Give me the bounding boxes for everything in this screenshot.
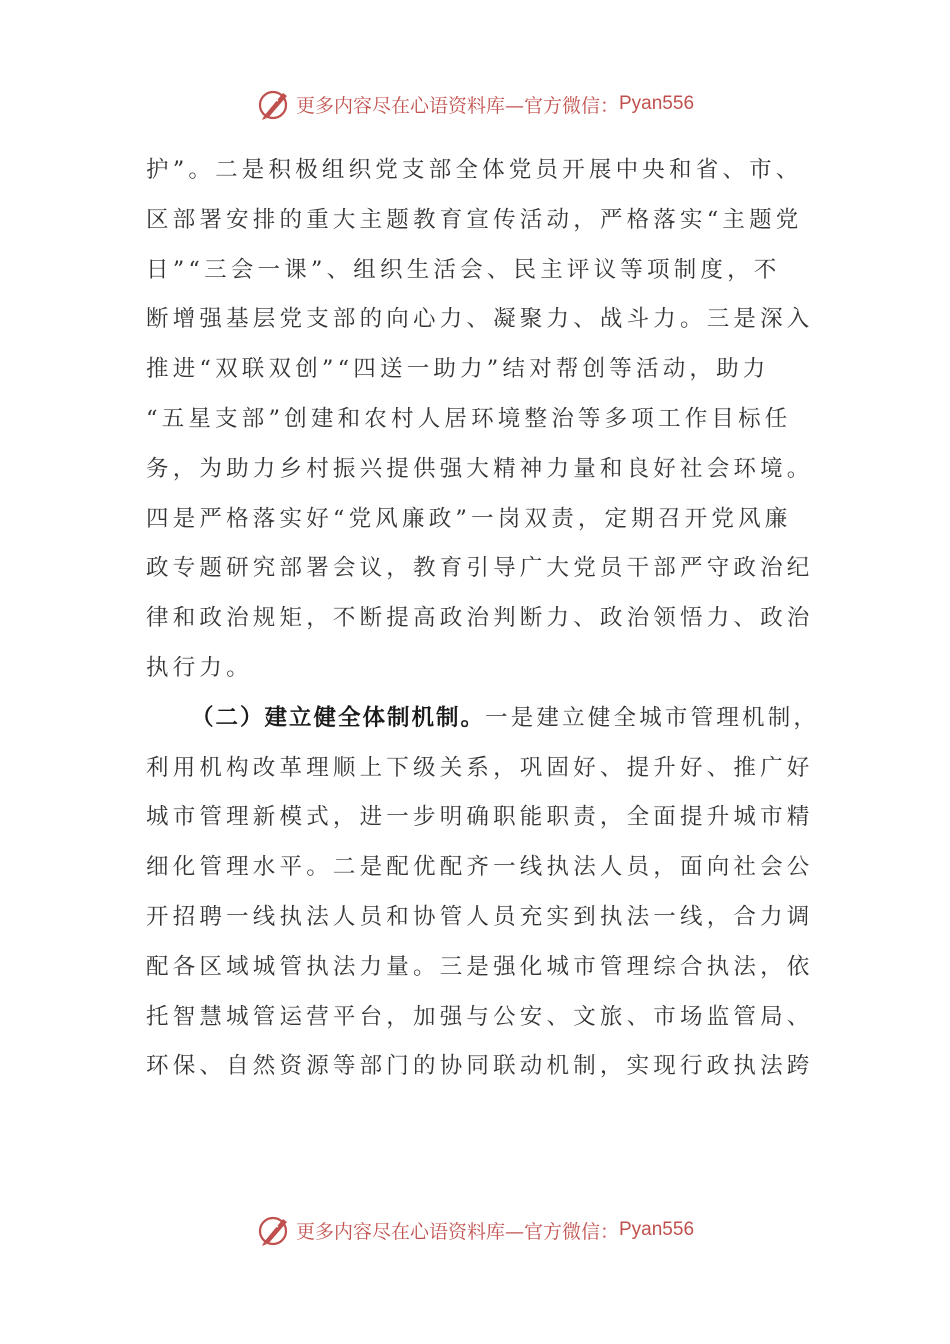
text-line: 推进“双联双创”“四送一助力”结对帮创等活动，助力 (146, 356, 770, 383)
watermark-footer (0, 1210, 950, 1250)
text-line: 断增强基层党支部的向心力、凝聚力、战斗力。三是深入 (146, 306, 814, 333)
text-line: 城市管理新模式，进一步明确职能职责，全面提升城市精 (146, 804, 814, 831)
section-first-line: 一是建立健全城市管理机制， (485, 704, 820, 731)
section-heading-line (146, 694, 826, 744)
pen-logo-icon (256, 1212, 292, 1248)
text-line: 配各区域城管执法力量。三是强化城市管理综合执法，依 (146, 953, 814, 980)
section-heading: （二）建立健全体制机制。 (191, 704, 486, 731)
pen-logo-icon (256, 86, 292, 122)
text-line: 执行力。 (146, 654, 253, 681)
text-line: 四是严格落实好“党风廉政”一岗双责，定期召开党风廉 (146, 505, 792, 532)
text-line: 开招聘一线执法人员和协管人员充实到执法一线，合力调 (146, 903, 814, 930)
watermark-header (0, 84, 950, 124)
text-line: 务，为助力乡村振兴提供强大精神力量和良好社会环境。 (146, 455, 814, 482)
text-line: 环保、自然资源等部门的协同联动机制，实现行政执法跨 (146, 1053, 814, 1080)
watermark-text: 更多内容尽在心语资料库—官方微信： (295, 1220, 619, 1243)
watermark-id: Pyan556 (619, 1219, 695, 1240)
text-line: 日”“三会一课”、组织生活会、民主评议等项制度，不 (146, 256, 781, 283)
watermark-id: Pyan556 (619, 93, 695, 114)
text-line: “五星支部”创建和农村人居环境整治等多项工作目标任 (146, 405, 792, 432)
text-line: 护”。二是积极组织党支部全体党员开展中央和省、市、 (146, 157, 803, 183)
text-line: 律和政治规矩，不断提高政治判断力、政治领悟力、政治 (146, 605, 814, 632)
text-line: 托智慧城管运营平台，加强与公安、文旅、市场监管局、 (146, 1003, 814, 1030)
text-line: 区部署安排的重大主题教育宣传活动，严格落实“主题党 (146, 206, 803, 233)
text-line: 政专题研究部署会议，教育引导广大党员干部严守政治纪 (146, 555, 814, 582)
text-line: 细化管理水平。二是配优配齐一线执法人员，面向社会公 (146, 854, 814, 881)
watermark-text: 更多内容尽在心语资料库—官方微信： (295, 94, 619, 117)
document-body (146, 146, 826, 1092)
text-line: 利用机构改革理顺上下级关系，巩固好、提升好、推广好 (146, 754, 814, 781)
